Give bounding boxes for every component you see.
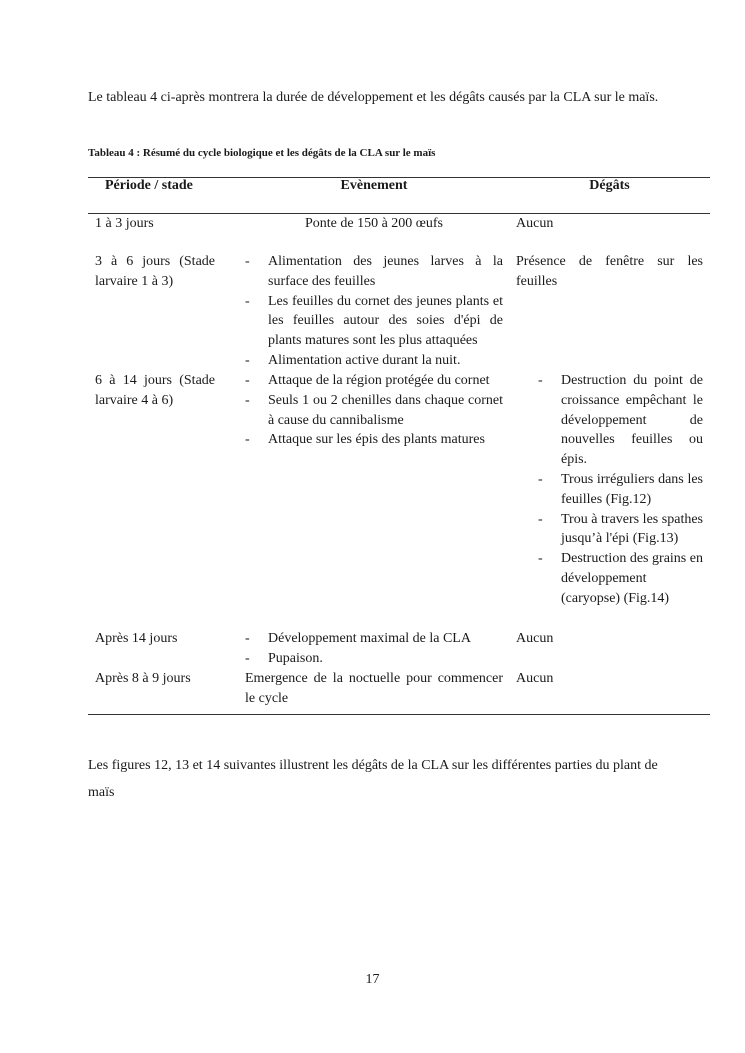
row3-damages [538,371,703,609]
row4-damage: Aucun [516,631,554,646]
row3-event-item: - Seuls 1 ou 2 chenilles dans chaque cornet à cause du cannibalisme [245,391,503,431]
row3-damage-item: - Trou à travers les spathes jusqu’à l'épi (Fig.13) [538,510,703,550]
row2-event-item: - Les feuilles du cornet des jeunes plants et les feuilles autour des soies d'épi de plants matures sont les plus attaquées [245,292,503,351]
row4-period: Après 14 jours [95,631,178,646]
row2-period: 3 à 6 jours (Stade larvaire 1 à 3) [95,254,215,289]
outro-paragraph: Les figures 12, 13 et 14 suivantes illustrent les dégâts de la CLA sur les différentes parties du plant de maïs [88,758,658,800]
header-damage: Dégâts [589,178,630,193]
row2-event-item: - Alimentation des jeunes larves à la surface des feuilles [245,252,503,292]
row5-event: Emergence de la noctuelle pour commencer le cycle [245,671,503,706]
row3-event-item: - Attaque de la région protégée du cornet [245,371,503,391]
row3-period: 6 à 14 jours (Stade larvaire 4 à 6) [95,373,215,408]
header-event: Evènement [340,178,408,193]
row2-damage: Présence de fenêtre sur les feuilles [516,254,703,289]
row2-events [245,252,503,371]
table-caption: Tableau 4 : Résumé du cycle biologique et les dégâts de la CLA sur le maïs [88,147,436,159]
header-period: Période / stade [105,178,193,193]
row4-event-item: - Pupaison. [245,649,503,669]
intro-paragraph: Le tableau 4 ci-après montrera la durée de développement et les dégâts causés par la CLA sur le maïs. [88,90,659,105]
row3-damage-item: - Destruction des grains en développement (caryopse) (Fig.14) [538,549,703,608]
row1-period: 1 à 3 jours [95,216,154,231]
row5-damage: Aucun [516,671,554,686]
row3-damage-item: - Trous irréguliers dans les feuilles (Fig.12) [538,470,703,510]
page-number: 17 [365,972,380,987]
row4-event-item: - Développement maximal de la CLA [245,629,503,649]
table-bottom-rule [88,714,710,715]
row3-events [245,371,503,450]
row1-damage: Aucun [516,216,554,231]
row2-event-item: - Alimentation active durant la nuit. [245,351,503,371]
row1-event: Ponte de 150 à 200 œufs [304,216,444,231]
row3-damage-item: - Destruction du point de croissance empêchant le développement de nouvelles feuilles ou épis. [538,371,703,470]
row4-events [245,629,503,669]
row5-period: Après 8 à 9 jours [95,671,191,686]
row3-event-item: - Attaque sur les épis des plants matures [245,430,503,450]
